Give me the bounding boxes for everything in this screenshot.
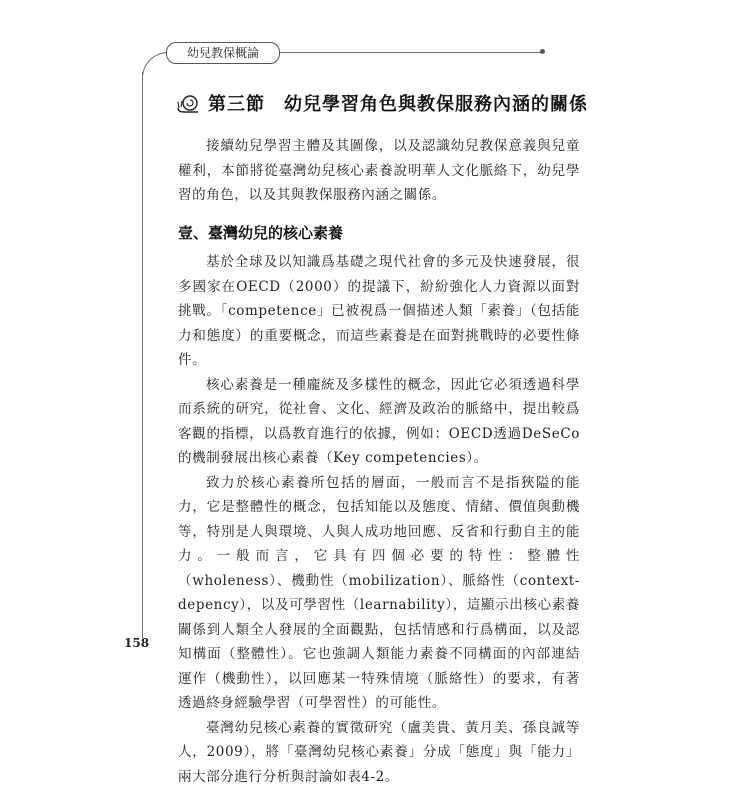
header-frame-curve	[142, 52, 169, 93]
margin-rule	[142, 72, 143, 638]
body-paragraph: 核心素養是一種龐統及多樣性的概念，因此它必須透過科學而系統的研究，從社會、文化、經濟及政治的脈絡中，提出較爲客觀的指標，以爲教育進行的依據，例如：OECD透過DeSeCo的機制發展出核心素養（Key competencies）。	[178, 373, 580, 471]
body-paragraph: 基於全球及以知識爲基礎之現代社會的多元及快速發展，很多國家在OECD（2000）的提議下，紛紛強化人力資源以面對挑戰。「competence」已被視爲一個描述人類「素養」（包括能力和態度）的重要概念，而這些素養是在面對挑戰時的必要性條件。	[178, 250, 580, 373]
section-heading	[176, 88, 588, 118]
subsection-heading: 壹、臺灣幼兒的核心素養	[178, 222, 343, 243]
body-paragraph: 致力於核心素養所包括的層面，一般而言不是指狹隘的能力，它是整體性的概念，包括知能以及態度、情緒、價值與動機等，特別是人與環境、人與人成功地回應、反省和行動自主的能力。一般而言，它具有四個必要的特性：整體性（wholeness）、機動性（mobilization）、脈絡性（context-depency），以及可學習性（learnability），這顯示出核心素養關係到人類全人發展的全面觀點，包括情感和行爲構面，以及認知構面（整體性）。它也強調人類能力素養不同構面的內部連結運作（機動性），以回應某一特殊情境（脈絡性）的要求，有著透過終身經驗學習（可學習性）的可能性。	[178, 471, 580, 716]
section-title: 第三節 幼兒學習角色與教保服務內涵的關係	[208, 90, 588, 116]
header-rule-end-dot	[540, 49, 545, 54]
subsection-body	[178, 250, 580, 789]
body-paragraph: 臺灣幼兒核心素養的實徵研究（盧美貴、黃月美、孫良誠等人，2009），將「臺灣幼兒核心素養」分成「態度」與「能力」兩大部分進行分析與討論如表4-2。	[178, 716, 580, 789]
page-number: 158	[124, 636, 149, 650]
header-rule	[280, 52, 542, 53]
intro-paragraph: 接續幼兒學習主體及其圖像，以及認識幼兒教保意義與兒童權利，本節將從臺灣幼兒核心素養說明華人文化脈絡下，幼兒學習的角色，以及其與教保服務內涵之關係。	[178, 134, 580, 208]
snail-ornament-icon	[176, 92, 202, 114]
section-intro	[178, 134, 580, 208]
running-header-book-title: 幼兒教保概論	[166, 42, 280, 64]
